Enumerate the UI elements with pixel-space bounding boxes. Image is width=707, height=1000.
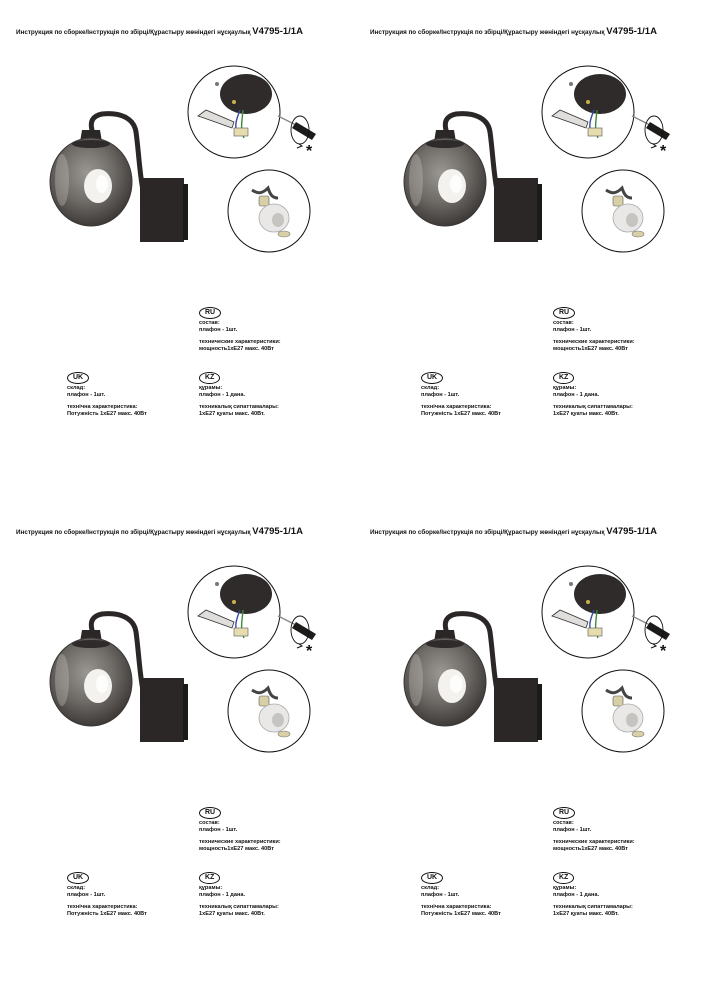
instruction-title: Инструкция по сборке/Інструкція по збірці/Құрастыру жөніндегі нұсқаулық V4795-1/1A: [370, 26, 657, 37]
ru-description: состав: плафон - 1шт. технические характеристики: мощность1хЕ27 макс. 40Вт: [199, 320, 281, 352]
instruction-sheet: [354, 0, 707, 500]
kz-language-badge: KZ: [199, 872, 220, 884]
svg-text:*: *: [660, 643, 667, 660]
kz-language-badge: KZ: [553, 372, 574, 384]
ru-description: состав: плафон - 1шт. технические характеристики: мощность1хЕ27 макс. 40Вт: [553, 820, 635, 852]
shade-fitting-diagram: [580, 168, 666, 254]
model-number: V4795-1/1A: [606, 526, 657, 537]
model-number: V4795-1/1A: [252, 526, 303, 537]
instruction-sheet: [0, 500, 353, 1000]
uk-description: склад: плафон - 1шт. технічна характеристика: Потужність 1хЕ27 макс. 40Вт: [67, 385, 147, 417]
kz-language-badge: KZ: [553, 872, 574, 884]
uk-description: склад: плафон - 1шт. технічна характеристика: Потужність 1хЕ27 макс. 40Вт: [421, 385, 501, 417]
svg-text:*: *: [306, 643, 313, 660]
shade-fitting-diagram: [226, 168, 312, 254]
shade-fitting-diagram: [580, 668, 666, 754]
uk-description: склад: плафон - 1шт. технічна характеристика: Потужність 1хЕ27 макс. 40Вт: [421, 885, 501, 917]
kz-description: құрамы: плафон - 1 дана. техникалық сипаттамалары: 1хЕ27 қуаты макс. 40Вт.: [199, 885, 279, 917]
wall-lamp-illustration: [40, 600, 200, 750]
uk-language-badge: UK: [67, 872, 89, 884]
kz-description: құрамы: плафон - 1 дана. техникалық сипаттамалары: 1хЕ27 қуаты макс. 40Вт.: [553, 385, 633, 417]
instruction-title: Инструкция по сборке/Інструкція по збірці/Құрастыру жөніндегі нұсқаулық V4795-1/1A: [16, 526, 303, 537]
mounting-detail-diagram: [186, 64, 326, 164]
ru-language-badge: RU: [199, 307, 221, 319]
shade-fitting-diagram: [226, 668, 312, 754]
svg-text:*: *: [306, 143, 313, 160]
mounting-detail-diagram: [186, 564, 326, 664]
wall-lamp-illustration: [394, 100, 554, 250]
uk-language-badge: UK: [421, 872, 443, 884]
mounting-detail-diagram: [540, 564, 680, 664]
uk-language-badge: UK: [421, 372, 443, 384]
ru-description: состав: плафон - 1шт. технические характеристики: мощность1хЕ27 макс. 40Вт: [199, 820, 281, 852]
svg-text:*: *: [660, 143, 667, 160]
model-number: V4795-1/1A: [252, 26, 303, 37]
ru-language-badge: RU: [199, 807, 221, 819]
uk-description: склад: плафон - 1шт. технічна характеристика: Потужність 1хЕ27 макс. 40Вт: [67, 885, 147, 917]
kz-description: құрамы: плафон - 1 дана. техникалық сипаттамалары: 1хЕ27 қуаты макс. 40Вт.: [199, 385, 279, 417]
instruction-sheet: [0, 0, 353, 500]
mounting-detail-diagram: [540, 64, 680, 164]
instruction-title: Инструкция по сборке/Інструкція по збірці/Құрастыру жөніндегі нұсқаулық V4795-1/1A: [16, 26, 303, 37]
uk-language-badge: UK: [67, 372, 89, 384]
ru-description: состав: плафон - 1шт. технические характеристики: мощность1хЕ27 макс. 40Вт: [553, 320, 635, 352]
wall-lamp-illustration: [394, 600, 554, 750]
model-number: V4795-1/1A: [606, 26, 657, 37]
ru-language-badge: RU: [553, 807, 575, 819]
kz-language-badge: KZ: [199, 372, 220, 384]
kz-description: құрамы: плафон - 1 дана. техникалық сипаттамалары: 1хЕ27 қуаты макс. 40Вт.: [553, 885, 633, 917]
wall-lamp-illustration: [40, 100, 200, 250]
ru-language-badge: RU: [553, 307, 575, 319]
instruction-sheet: [354, 500, 707, 1000]
instruction-title: Инструкция по сборке/Інструкція по збірці/Құрастыру жөніндегі нұсқаулық V4795-1/1A: [370, 526, 657, 537]
